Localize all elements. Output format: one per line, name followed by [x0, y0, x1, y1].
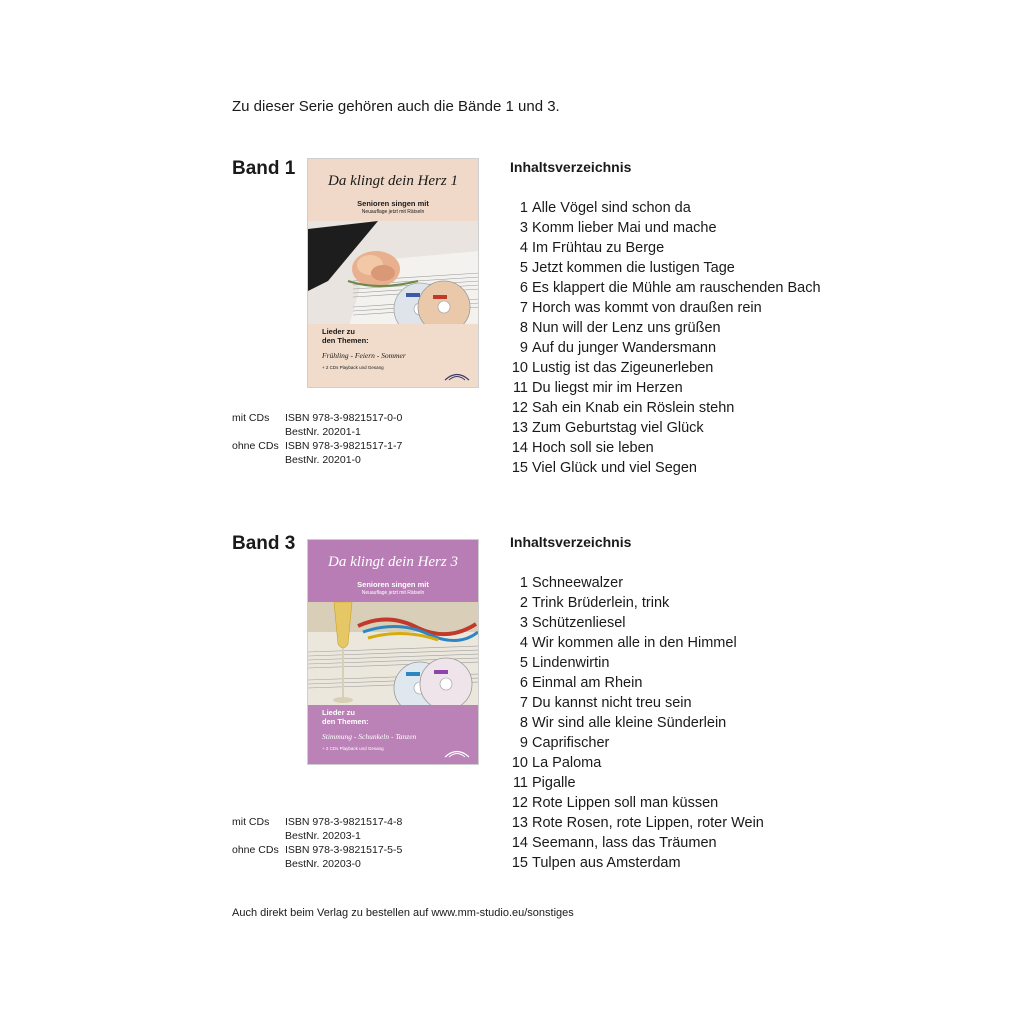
isbn-row: ohne CDs ISBN 978-3-9821517-1-7 [232, 440, 403, 452]
toc-item [510, 398, 850, 418]
toc-item-number: 14 [511, 440, 528, 456]
band-3-isbn-block [232, 815, 472, 871]
toc-item [510, 813, 850, 833]
toc-item [510, 853, 850, 873]
band-1-title: Band 1 [232, 158, 296, 179]
toc-item [510, 773, 850, 793]
band-1-section [232, 158, 852, 488]
band-1-toc [510, 158, 850, 476]
toc-item [510, 438, 850, 458]
toc-item-title: Rote Lippen soll man küssen [532, 795, 719, 811]
toc-item-title: Es klappert die Mühle am rauschenden Bach [532, 280, 821, 296]
toc-item [510, 613, 850, 633]
toc-item-number: 8 [519, 715, 528, 731]
toc-item-title: Wir sind alle kleine Sünderlein [532, 715, 727, 731]
toc-item-number: 13 [511, 815, 528, 831]
cover-subtitle: Senioren singen mit [357, 199, 429, 208]
isbn-row: BestNr. 20201-0 [285, 454, 361, 466]
toc-item [510, 198, 850, 218]
toc-item-title: Wir kommen alle in den Himmel [532, 635, 737, 651]
cover-topics: Frühling - Feiern - Sommer [322, 351, 406, 360]
cover-photo-champagne-cds [308, 602, 479, 710]
publisher-logo-icon [444, 748, 470, 758]
cover-lower-panel [308, 705, 479, 765]
toc-item-title: Zum Geburtstag viel Glück [532, 420, 704, 436]
toc-item-number: 6 [519, 675, 528, 691]
toc-item-number: 5 [519, 655, 528, 671]
toc-item-title: Sah ein Knab ein Röslein stehn [532, 400, 735, 416]
footer-order-note: Auch direkt beim Verlag zu bestellen auf www.mm-studio.eu/sonstiges [232, 907, 574, 919]
toc-item-number: 11 [512, 380, 528, 396]
band-1-isbn-block [232, 411, 472, 467]
cover-subtitle-small: Neuauflage jetzt mit Rätseln [361, 209, 425, 215]
cover-lower-panel [308, 324, 479, 388]
toc-item-number: 2 [519, 595, 528, 611]
toc-item-title: Alle Vögel sind schon da [532, 200, 691, 216]
toc-item-title: Rote Rosen, rote Lippen, roter Wein [532, 815, 764, 831]
cover-photo-rose-cds [308, 221, 479, 329]
cover-title: Da klingt dein Herz 3 [328, 554, 458, 570]
toc-item-title: La Paloma [532, 755, 602, 771]
toc-item-number: 1 [519, 575, 528, 591]
toc-item-title: Auf du junger Wandersmann [532, 340, 717, 356]
toc-item-number: 12 [511, 400, 528, 416]
cover-themes-label: Lieder zu den Themen: [322, 708, 369, 726]
intro-text: Zu dieser Serie gehören auch die Bände 1 und 3. [232, 98, 560, 115]
toc-item [510, 298, 850, 318]
toc-item-number: 13 [511, 420, 528, 436]
toc-item-number: 3 [519, 220, 528, 236]
toc-item [510, 633, 850, 653]
toc-item-number: 1 [519, 200, 528, 216]
toc-item [510, 338, 850, 358]
toc-item [510, 278, 850, 298]
toc-item-title: Du kannst nicht treu sein [532, 695, 692, 711]
toc-item-number: 11 [512, 775, 528, 791]
toc-item-number: 9 [519, 735, 528, 751]
toc-item-title: Jetzt kommen die lustigen Tage [532, 260, 735, 276]
toc-item-number: 14 [511, 835, 528, 851]
toc-item-title: Trink Brüderlein, trink [532, 595, 670, 611]
toc-item-title: Lindenwirtin [532, 655, 610, 671]
toc-item [510, 793, 850, 813]
toc-item [510, 458, 850, 478]
toc-item-title: Tulpen aus Amsterdam [532, 855, 681, 871]
toc-item-title: Pigalle [532, 775, 576, 791]
toc-item [510, 733, 850, 753]
isbn-row: BestNr. 20203-0 [285, 858, 361, 870]
cover-subtitle: Senioren singen mit [357, 580, 429, 589]
band-1-cover [307, 158, 479, 388]
cover-themes-label: Lieder zu den Themen: [322, 327, 369, 345]
toc-item-number: 15 [511, 855, 528, 871]
toc-item [510, 653, 850, 673]
toc-item-number: 9 [519, 340, 528, 356]
toc-item [510, 833, 850, 853]
toc-item-number: 4 [519, 240, 528, 256]
band-3-title: Band 3 [232, 533, 296, 554]
toc-list [510, 573, 850, 873]
isbn-row: mit CDs ISBN 978-3-9821517-0-0 [232, 412, 403, 424]
toc-item-title: Hoch soll sie leben [532, 440, 654, 456]
publisher-logo-icon [444, 371, 470, 381]
toc-item [510, 258, 850, 278]
toc-item [510, 673, 850, 693]
toc-item-title: Seemann, lass das Träumen [532, 835, 717, 851]
toc-item-title: Schützenliesel [532, 615, 626, 631]
toc-item-title: Komm lieber Mai und mache [532, 220, 717, 236]
band-3-toc [510, 533, 850, 871]
toc-item [510, 378, 850, 398]
toc-item [510, 573, 850, 593]
toc-item [510, 318, 850, 338]
toc-item-title: Lustig ist das Zigeunerleben [532, 360, 714, 376]
toc-item [510, 218, 850, 238]
cover-topics: Stimmung - Schunkeln - Tanzen [322, 732, 417, 741]
toc-item-title: Caprifischer [532, 735, 610, 751]
cover-subtitle-small: Neuauflage jetzt mit Rätseln [361, 590, 425, 596]
toc-item-number: 8 [519, 320, 528, 336]
toc-list [510, 198, 850, 478]
toc-item-number: 7 [519, 695, 528, 711]
toc-heading: Inhaltsverzeichnis [510, 159, 632, 175]
toc-item-title: Horch was kommt von draußen rein [532, 300, 762, 316]
toc-item-title: Im Frühtau zu Berge [532, 240, 665, 256]
toc-item-number: 10 [511, 360, 528, 376]
toc-item [510, 593, 850, 613]
cover-cds-note: + 2 CDs Playback und Gesang [322, 746, 384, 751]
toc-item [510, 358, 850, 378]
toc-item-number: 6 [519, 280, 528, 296]
toc-item [510, 418, 850, 438]
isbn-row: ohne CDs ISBN 978-3-9821517-5-5 [232, 844, 403, 856]
band-3-section [232, 533, 852, 871]
toc-item-title: Einmal am Rhein [532, 675, 643, 691]
toc-item-number: 4 [519, 635, 528, 651]
toc-item-title: Nun will der Lenz uns grüßen [532, 320, 721, 336]
toc-item-title: Viel Glück und viel Segen [532, 460, 697, 476]
cover-cds-note: + 2 CDs Playback und Gesang [322, 365, 384, 370]
toc-item-number: 15 [511, 460, 528, 476]
cover-title: Da klingt dein Herz 1 [328, 173, 458, 189]
toc-item-title: Schneewalzer [532, 575, 624, 591]
toc-item [510, 238, 850, 258]
toc-item-title: Du liegst mir im Herzen [532, 380, 683, 396]
toc-item [510, 693, 850, 713]
toc-item-number: 3 [519, 615, 528, 631]
toc-item [510, 753, 850, 773]
band-3-cover [307, 539, 479, 765]
toc-heading: Inhaltsverzeichnis [510, 534, 632, 550]
toc-item [510, 713, 850, 733]
isbn-row: mit CDs ISBN 978-3-9821517-4-8 [232, 816, 403, 828]
toc-item-number: 10 [511, 755, 528, 771]
isbn-row: BestNr. 20201-1 [285, 426, 361, 438]
toc-item-number: 7 [519, 300, 528, 316]
isbn-row: BestNr. 20203-1 [285, 830, 361, 842]
toc-item-number: 5 [519, 260, 528, 276]
toc-item-number: 12 [511, 795, 528, 811]
